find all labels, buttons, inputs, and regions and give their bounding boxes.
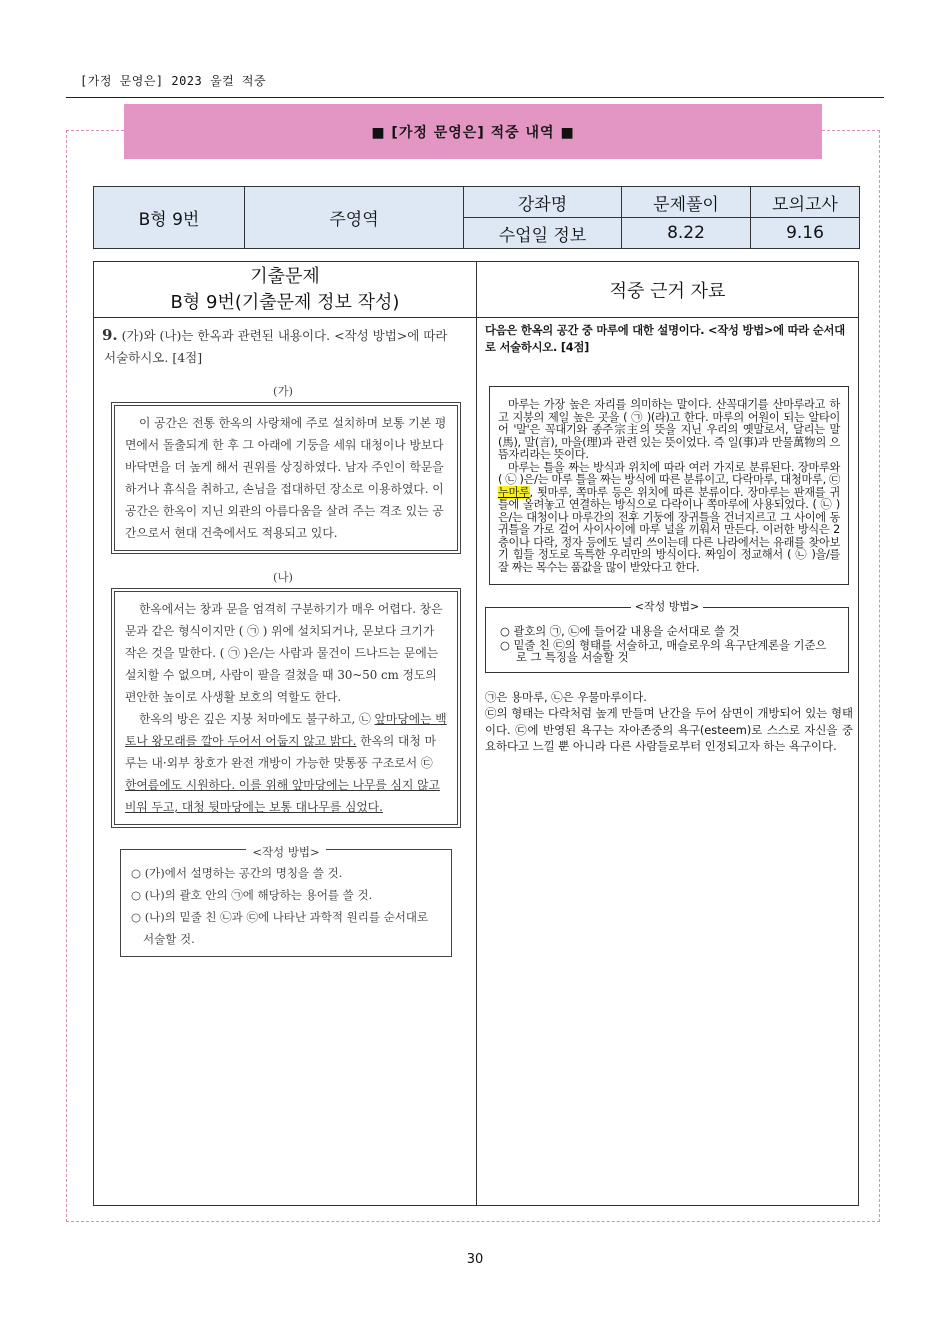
title-banner: ■ [가정 문영은] 적중 내역 ■ <box>124 104 822 159</box>
exam-method-1: ○ (가)에서 설명하는 공간의 명칭을 쓸 것. <box>131 866 343 880</box>
date-1-cell: 8.22 <box>622 218 751 249</box>
passage-na-text: 한옥의 대청 마루는 내·외부 창호가 완전 개방이 가능한 맞통풍 구조로서 ㉢ <box>125 734 436 770</box>
evidence-passage <box>489 386 849 585</box>
topic-cell: 주영역 <box>245 187 464 249</box>
date-label-cell: 수업일 정보 <box>464 218 622 249</box>
evidence-column-header: 적중 근거 자료 <box>609 280 726 302</box>
evidence-para2 <box>498 462 840 575</box>
course-label-cell: 강좌명 <box>464 187 622 218</box>
course-1-cell: 문제풀이 <box>622 187 751 218</box>
exam-method-2: ○ (나)의 괄호 안의 ㉠에 해당하는 용어를 쓸 것. <box>131 888 373 902</box>
answer-line2: ㉢의 형태는 다락처럼 높게 만들며 난간을 두어 삼면이 개방되어 있는 형태이다. ㉢에 반영된 욕구는 자아존중의 욕구(esteem)로 스스로 자신을 중요하다고 느낄 뿐 아니라 다른 사람들로부터 인정되고자 하는 욕구이다. <box>485 706 853 753</box>
evidence-method-2: ○ 밑줄 친 ㉢의 형태를 서술하고, 매슬로우의 욕구단계론을 기준으로 그 특징을 서술할 것 <box>500 638 827 664</box>
passage-ga: 이 공간은 전통 한옥의 사랑채에 주로 설치하며 보통 기본 평면에서 돌출되게 한 후 그 아래에 기둥을 세워 대청이나 방보다 바닥면을 더 높게 해서 권위를 상징하였다. 남자 주인이 학문을 하거나 휴식을 취하고, 손님을 접대하던 장소로 이용하였다. 이 공간은 한옥이 지닌 외관의 아름다움을 살려 주는 격조 있는 공간으로서 현대 건축에서도 적용되고 있다. <box>114 405 458 551</box>
exam-method-title <box>121 841 451 863</box>
exam-header-line1: 기출문제 <box>250 266 320 287</box>
label-na: (나) <box>272 570 294 584</box>
page-header: [가정 문영은] 2023 울컬 적중 <box>80 74 267 88</box>
exam-header-line2: B형 9번(기출문제 정보 작성) <box>170 292 400 313</box>
underlined-c: 한여름에도 시원하다. 이를 위해 앞마당에는 나무를 심지 않고 비워 두고, 대청 뒷마당에는 보통 대나무를 심었다. <box>125 778 440 814</box>
page-number: 30 <box>466 1252 484 1267</box>
evidence-text: 마루는 틀을 짜는 방식과 위치에 따라 여러 가지로 분류된다. 장마루와 ( ㉡ )은/는 마루 틀을 짜는 방식에 따른 분류이고, 다락마루, 대청마루, ㉢ <box>498 460 840 486</box>
answer-line1: ㉠은 용마루, ㉡은 우물마루이다. <box>485 689 647 704</box>
passage-na-text: 한옥의 방은 깊은 지붕 처마에도 불구하고, ㉡ <box>139 712 375 726</box>
evidence-text: , 툇마루, 쪽마루 등은 위치에 따른 분류이다. 장마루는 판재를 귀틀에 올려놓고 연결하는 방식으로 다락이나 쪽마루에 사용되었다. ( ㉡ )은/는 대청이나 마루간의 전후 기둥에 장귀틀을 건너지르고 그 사이에 동귀틀을 가로 걸어 사이사이에 마루 널을 끼워서 만든다. 이러한 방식은 2층이나 다락, 정자 등에도 널리 쓰이는데 다른 나라에서는 유래를 찾아보기 힘들 정도로 독특한 우리만의 방식이다. 짜임이 정교해서 ( ㉡ )을/를 잘 짜는 목수는 품값을 많이 받았다고 한다. <box>498 485 840 574</box>
passage-na-para2 <box>125 708 447 818</box>
passage-na-para1: 한옥에서는 창과 문을 엄격히 구분하기가 매우 어렵다. 창은 문과 같은 형식이지만 ( ㉠ ) 위에 설치되거나, 문보다 크기가 작은 것을 말한다. ( ㉠ )은/는 사람과 물건이 드나드는 문에는 설치할 수 없으며, 사람이 팔을 걸쳤을 때 30~50 cm 정도의 편안한 높이로 사생활 보호의 역할도 한다. <box>125 602 443 704</box>
evidence-method-title <box>486 601 848 614</box>
underlined-b: 앞마당에는 백토나 왕모래를 깔아 두어서 어둡지 않고 밝다. <box>125 712 447 748</box>
evidence-material <box>485 322 853 755</box>
question-stem-line1: (가)와 (나)는 한옥과 관련된 내용이다. <작성 방법>에 따라 <box>121 328 448 343</box>
evidence-method-1: ○ 괄호의 ㉠, ㉡에 들어갈 내용을 순서대로 쓸 것 <box>500 625 740 638</box>
question-stem-line2: 서술하시오. [4점] <box>104 350 203 365</box>
evidence-answer <box>485 689 853 755</box>
evidence-para1: 마루는 가장 높은 자리를 의미하는 말이다. 산꼭대기를 산마루라고 하고 지붕의 제일 높은 곳을 ( ㉠ )(라)고 한다. 마루의 어원이 되는 알타이어 '말'은 꼭대기와 종주宗主의 뜻을 지닌 우리의 옛말로서, 달리는 말(馬), 말(言), 마을(理)과 관련 있는 뜻이었다. 즉 일(事)과 만물萬物의 으뜸자리라는 뜻이다. <box>498 398 840 461</box>
comparison-table <box>93 261 859 1206</box>
evidence-question: 다음은 한옥의 공간 중 마루에 대한 설명이다. <작성 방법>에 따라 순서대로 서술하시오. [4점] <box>485 324 845 354</box>
evidence-method-title-text: <작성 방법> <box>631 600 703 613</box>
label-ga: (가) <box>272 384 294 398</box>
question-stem <box>102 324 464 369</box>
exam-type-cell: B형 9번 <box>94 187 245 249</box>
exam-column-header <box>94 262 476 317</box>
header-divider <box>66 97 884 98</box>
exam-method-3: ○ (나)의 밑줄 친 ㉡과 ㉢에 나타난 과학적 원리를 순서대로 서술할 것. <box>131 910 429 946</box>
exam-question <box>102 324 464 957</box>
course-2-cell: 모의고사 <box>751 187 860 218</box>
passage-na <box>114 591 458 825</box>
info-table <box>93 186 860 249</box>
exam-method-box <box>120 845 452 957</box>
exam-method-title-text: <작성 방법> <box>246 845 325 859</box>
column-divider <box>476 262 477 1205</box>
question-number: 9. <box>102 326 118 344</box>
date-2-cell: 9.16 <box>751 218 860 249</box>
highlighted-term: 누마루 <box>498 485 530 499</box>
evidence-method-box <box>485 600 849 673</box>
header-row-divider <box>94 317 858 318</box>
